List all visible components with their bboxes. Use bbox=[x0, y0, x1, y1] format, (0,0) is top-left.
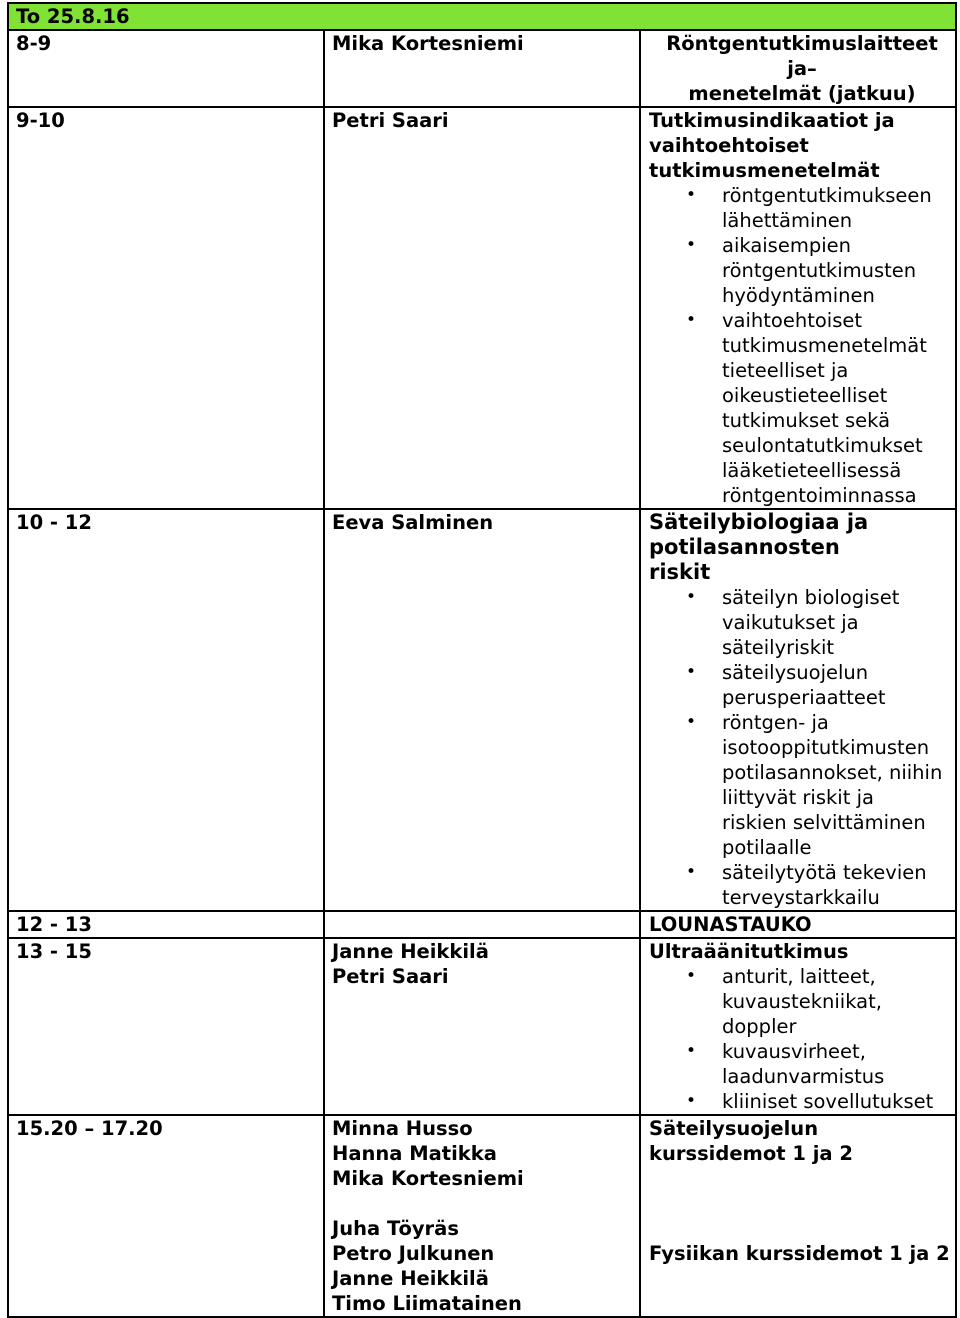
table-row bbox=[8, 938, 956, 1115]
topic-title: tutkimusmenetelmät bbox=[649, 159, 880, 182]
topic-title: menetelmät (jatkuu) bbox=[688, 82, 916, 105]
time-cell: 8-9 bbox=[8, 30, 324, 107]
spacer bbox=[332, 1191, 639, 1216]
lecturer-cell bbox=[324, 30, 640, 107]
topic-title: Röntgentutkimuslaitteet ja– bbox=[666, 32, 938, 80]
lecturer-cell bbox=[324, 938, 640, 1115]
list-item: • säteilysuojelun perusperiaatteet bbox=[722, 660, 955, 710]
lecturer-name: Petri Saari bbox=[332, 965, 449, 988]
spacer bbox=[649, 1216, 955, 1241]
list-item: • säteilytyötä tekevien terveystarkkailu bbox=[722, 860, 955, 910]
table-row bbox=[8, 911, 956, 938]
topic-title: LOUNASTAUKO bbox=[649, 913, 812, 936]
time-cell: 9-10 bbox=[8, 107, 324, 509]
lecturer-name: Eeva Salminen bbox=[332, 511, 494, 534]
table-row bbox=[8, 30, 956, 107]
topic-list bbox=[649, 585, 955, 910]
time-cell: 13 - 15 bbox=[8, 938, 324, 1115]
list-item: • röntgentutkimukseen lähettäminen bbox=[722, 183, 955, 233]
lecturer-name: Petro Julkunen bbox=[332, 1242, 495, 1265]
topic-cell bbox=[640, 938, 956, 1115]
lecturer-name: Mika Kortesniemi bbox=[332, 1167, 524, 1190]
topic-cell bbox=[640, 30, 956, 107]
lecturer-cell bbox=[324, 509, 640, 911]
list-item: • aikaisempien röntgentutkimusten hyödyntäminen bbox=[722, 233, 955, 308]
list-item: • anturit, laitteet, kuvaustekniikat, doppler bbox=[722, 964, 955, 1039]
lecturer-cell bbox=[324, 107, 640, 509]
date-header: To 25.8.16 bbox=[8, 3, 956, 30]
table-row bbox=[8, 509, 956, 911]
topic-title: Ultraäänitutkimus bbox=[649, 940, 849, 963]
lecturer-name: Mika Kortesniemi bbox=[332, 32, 524, 55]
topic-title: Säteilysuojelun kurssidemot 1 ja 2 bbox=[649, 1117, 853, 1165]
lecturer-cell bbox=[324, 911, 640, 938]
lecturer-cell bbox=[324, 1115, 640, 1317]
list-item: • vaihtoehtoiset tutkimusmenetelmät tieteelliset ja oikeustieteelliset tutkimukset sekä seulontatutkimukset lääketieteellisessä röntgentoiminnassa bbox=[722, 308, 955, 508]
topic-cell bbox=[640, 107, 956, 509]
time-cell: 12 - 13 bbox=[8, 911, 324, 938]
time-cell: 15.20 – 17.20 bbox=[8, 1115, 324, 1317]
list-item: • kliiniset sovellutukset bbox=[722, 1089, 955, 1114]
spacer bbox=[649, 1191, 955, 1216]
topic-title: riskit bbox=[649, 560, 711, 584]
lecturer-name: Janne Heikkilä bbox=[332, 1267, 489, 1290]
lecturer-name: Hanna Matikka bbox=[332, 1142, 497, 1165]
list-item: • säteilyn biologiset vaikutukset ja säteilyriskit bbox=[722, 585, 955, 660]
topic-cell bbox=[640, 509, 956, 911]
topic-title: Tutkimusindikaatiot ja vaihtoehtoiset bbox=[649, 109, 895, 157]
lecturer-name: Juha Töyräs bbox=[332, 1217, 459, 1240]
topic-list bbox=[649, 964, 955, 1114]
lecturer-name: Janne Heikkilä bbox=[332, 940, 489, 963]
topic-list bbox=[649, 183, 955, 508]
lecturer-name: Minna Husso bbox=[332, 1117, 473, 1140]
schedule-table bbox=[7, 2, 957, 1318]
lecturer-name: Timo Liimatainen bbox=[332, 1292, 522, 1315]
table-row bbox=[8, 1115, 956, 1317]
topic-cell bbox=[640, 1115, 956, 1317]
lecturer-name: Petri Saari bbox=[332, 109, 449, 132]
spacer bbox=[649, 1166, 955, 1191]
topic-cell bbox=[640, 911, 956, 938]
header-row bbox=[8, 3, 956, 30]
topic-title: Fysiikan kurssidemot 1 ja 2 bbox=[649, 1242, 950, 1265]
list-item: • röntgen- ja isotooppitutkimusten potilasannokset, niihin liittyvät riskit ja riskien selvittäminen potilaalle bbox=[722, 710, 955, 860]
table-row bbox=[8, 107, 956, 509]
time-cell: 10 - 12 bbox=[8, 509, 324, 911]
list-item: • kuvausvirheet, laadunvarmistus bbox=[722, 1039, 955, 1089]
topic-title: Säteilybiologiaa ja potilasannosten bbox=[649, 510, 869, 559]
